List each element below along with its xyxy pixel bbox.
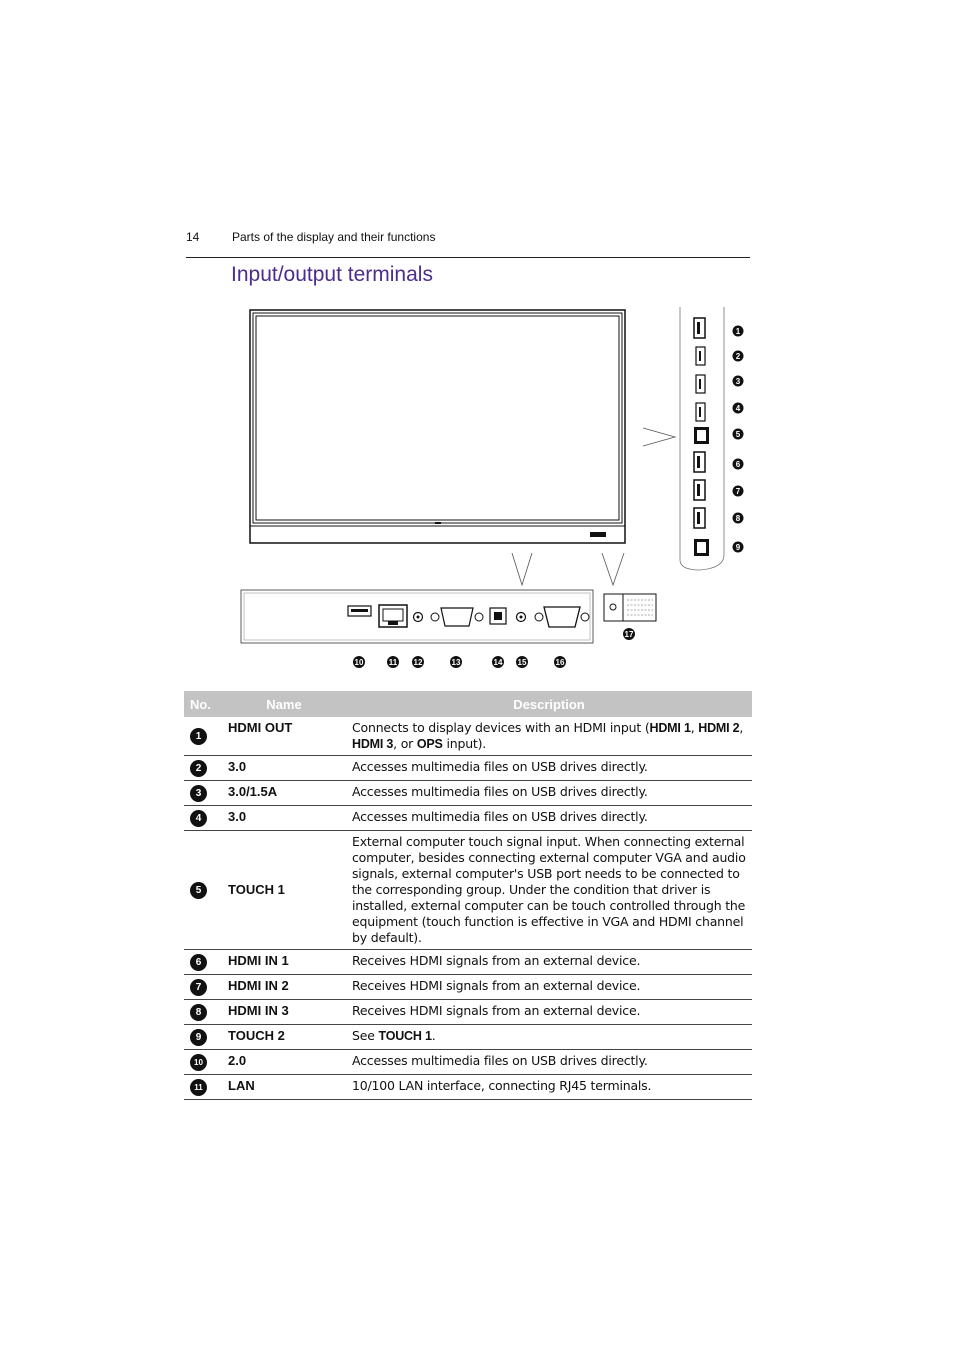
terminal-name: 3.0/1.5A <box>222 781 346 806</box>
description-fragment: , <box>690 720 699 735</box>
table-row <box>184 1050 752 1075</box>
table-row <box>184 806 752 831</box>
table-row <box>184 756 752 781</box>
row-number-badge: 5 <box>190 882 207 899</box>
terminal-description: Accesses multimedia files on USB drives directly. <box>346 756 752 781</box>
terminal-name: LAN <box>222 1075 346 1100</box>
row-number-cell <box>184 1025 222 1050</box>
table-row <box>184 1000 752 1025</box>
svg-text:1: 1 <box>735 327 741 336</box>
callout-11 <box>387 656 399 668</box>
callout-6 <box>733 459 744 470</box>
terminal-name: HDMI OUT <box>222 717 346 756</box>
row-number-badge: 6 <box>190 954 207 971</box>
row-number-badge: 2 <box>190 760 207 777</box>
callout-16 <box>554 656 566 668</box>
table-row <box>184 975 752 1000</box>
side-callout-badges <box>733 326 744 553</box>
terminal-description: External computer touch signal input. When connecting external computer, besides connecting external computer VGA and audio signals, external computer's USB port needs to be connected to the corresponding group. Under the condition that driver is installed, external computer can be touch controlled through the equipment (touch function is effective in VGA and HDMI channel by default). <box>346 831 752 950</box>
callout-13 <box>450 656 462 668</box>
description-fragment: , or <box>393 736 417 751</box>
row-number-badge: 8 <box>190 1004 207 1021</box>
callout-2 <box>733 351 744 362</box>
terminal-name: HDMI IN 1 <box>222 950 346 975</box>
running-header: Parts of the display and their functions <box>232 230 436 244</box>
terminal-name: TOUCH 2 <box>222 1025 346 1050</box>
row-number-cell <box>184 806 222 831</box>
callout-8 <box>733 513 744 524</box>
row-number-cell <box>184 781 222 806</box>
svg-text:13: 13 <box>451 658 461 667</box>
terminal-description <box>346 1025 752 1050</box>
description-fragment: HDMI 2 <box>698 721 740 735</box>
terminal-name: 3.0 <box>222 806 346 831</box>
row-number-cell <box>184 975 222 1000</box>
row-number-badge: 7 <box>190 979 207 996</box>
callout-1 <box>733 326 744 337</box>
terminal-description: 10/100 LAN interface, connecting RJ45 terminals. <box>346 1075 752 1100</box>
terminal-description <box>346 717 752 756</box>
callout-pointers <box>512 428 675 585</box>
terminal-description: Receives HDMI signals from an external device. <box>346 1000 752 1025</box>
svg-text:17: 17 <box>624 630 634 639</box>
svg-text:4: 4 <box>735 404 741 413</box>
description-fragment: HDMI 1 <box>649 721 691 735</box>
svg-text:7: 7 <box>735 487 741 496</box>
table-row <box>184 950 752 975</box>
row-number-badge: 4 <box>190 810 207 827</box>
svg-text:3: 3 <box>735 377 741 386</box>
svg-text:14: 14 <box>493 658 503 667</box>
svg-text:11: 11 <box>388 658 398 667</box>
row-number-badge: 9 <box>190 1029 207 1046</box>
terminal-description: Accesses multimedia files on USB drives directly. <box>346 1050 752 1075</box>
callout-10 <box>353 656 365 668</box>
table-row <box>184 1025 752 1050</box>
callout-17 <box>623 628 635 640</box>
header-no: No. <box>184 691 222 717</box>
description-fragment: TOUCH 1 <box>378 1029 432 1043</box>
description-fragment: . <box>431 1028 436 1043</box>
svg-text:10: 10 <box>354 658 364 667</box>
row-number-cell <box>184 831 222 950</box>
svg-text:16: 16 <box>555 658 565 667</box>
description-fragment: Connects to display devices with an HDMI input ( <box>352 720 650 735</box>
svg-text:6: 6 <box>735 460 741 469</box>
svg-text:2: 2 <box>735 352 741 361</box>
svg-text:12: 12 <box>413 658 423 667</box>
row-number-cell <box>184 1050 222 1075</box>
description-fragment: HDMI 3 <box>352 737 394 751</box>
description-fragment: , <box>739 720 744 735</box>
description-fragment: See <box>352 1028 379 1043</box>
table-row <box>184 717 752 756</box>
terminal-name: TOUCH 1 <box>222 831 346 950</box>
callout-7 <box>733 486 744 497</box>
row-number-badge: 11 <box>190 1079 207 1096</box>
row-number-cell <box>184 756 222 781</box>
callout-9 <box>733 542 744 553</box>
row-number-cell <box>184 950 222 975</box>
terminal-name: 2.0 <box>222 1050 346 1075</box>
callout-4 <box>733 403 744 414</box>
callout-15 <box>516 656 528 668</box>
header-description: Description <box>346 691 752 717</box>
bottom-io-panel <box>241 590 593 643</box>
callout-3 <box>733 376 744 387</box>
svg-text:15: 15 <box>517 658 527 667</box>
row-number-badge: 10 <box>190 1054 207 1071</box>
row-number-cell <box>184 1075 222 1100</box>
description-fragment: input). <box>442 736 487 751</box>
table-header-row <box>184 691 752 717</box>
terminal-description: Accesses multimedia files on USB drives directly. <box>346 781 752 806</box>
row-number-badge: 1 <box>190 728 207 745</box>
table-row <box>184 781 752 806</box>
terminal-description: Receives HDMI signals from an external device. <box>346 950 752 975</box>
terminal-description: Accesses multimedia files on USB drives directly. <box>346 806 752 831</box>
callout-12 <box>412 656 424 668</box>
callout-5 <box>733 429 744 440</box>
side-io-panel <box>680 307 724 570</box>
svg-text:9: 9 <box>735 543 741 552</box>
table-row <box>184 831 752 950</box>
table-row <box>184 1075 752 1100</box>
terminal-description: Receives HDMI signals from an external device. <box>346 975 752 1000</box>
page-number: 14 <box>186 230 200 244</box>
row-number-cell <box>184 717 222 756</box>
display-front-illustration <box>250 310 625 543</box>
svg-text:5: 5 <box>735 430 741 439</box>
terminal-name: HDMI IN 3 <box>222 1000 346 1025</box>
description-fragment: OPS <box>416 737 443 751</box>
header-name: Name <box>222 691 346 717</box>
terminal-name: HDMI IN 2 <box>222 975 346 1000</box>
terminals-table <box>184 691 752 1100</box>
power-panel <box>604 594 656 621</box>
terminal-name: 3.0 <box>222 756 346 781</box>
svg-text:8: 8 <box>735 514 741 523</box>
row-number-cell <box>184 1000 222 1025</box>
callout-14 <box>492 656 504 668</box>
section-title: Input/output terminals <box>231 263 433 286</box>
row-number-badge: 3 <box>190 785 207 802</box>
